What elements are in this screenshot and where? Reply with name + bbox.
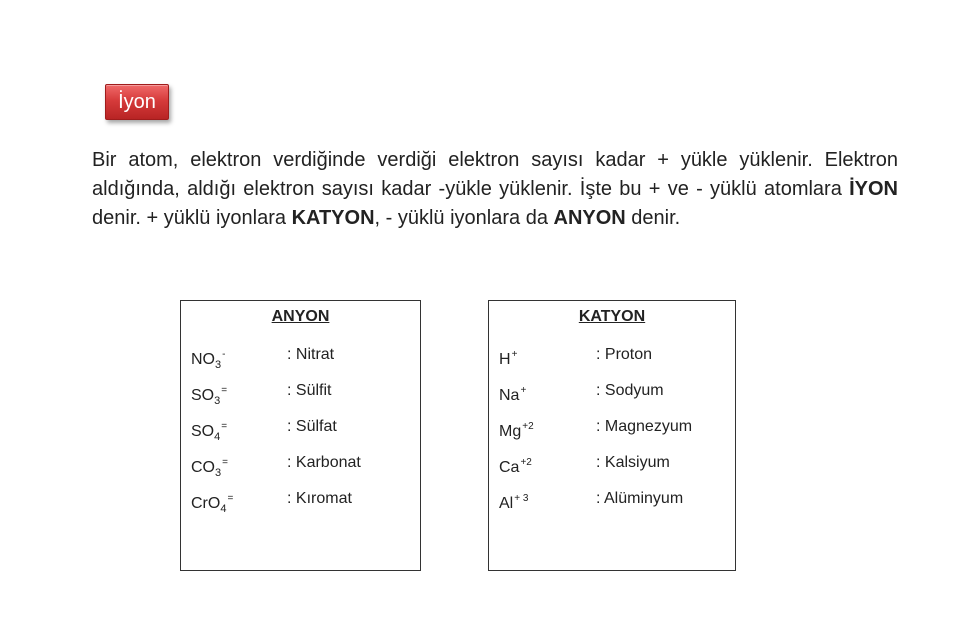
intro-text-4: denir.: [625, 207, 681, 229]
formula-base: Mg: [499, 423, 522, 440]
formula-charge: + 3: [514, 493, 529, 504]
ion-name: : Kalsiyum: [596, 454, 670, 471]
title-badge: İyon: [105, 84, 169, 120]
ion-name: : Sodyum: [596, 382, 664, 399]
ion-name: : Alüminyum: [596, 490, 684, 507]
formula-charge: +2: [522, 421, 534, 432]
anion-box-title: ANYON: [271, 308, 330, 325]
ion-formula: [499, 487, 528, 516]
formula-subscript: 3: [215, 359, 222, 371]
intro-bold-iyon: İYON: [849, 178, 898, 200]
ion-name: : Sülfat: [287, 418, 337, 435]
formula-base: Na: [499, 387, 520, 404]
ion-formula: [191, 343, 225, 377]
ion-formula: [191, 451, 228, 485]
formula-base: CrO: [191, 495, 221, 512]
formula-charge: +: [511, 349, 518, 360]
formula-charge: +: [520, 385, 527, 396]
ion-name: : Sülfit: [287, 382, 332, 399]
cation-box: [488, 300, 736, 571]
formula-subscript: 3: [214, 395, 221, 407]
ion-formula: [499, 415, 534, 444]
ion-formula: [191, 379, 227, 413]
ion-name: : Karbonat: [287, 454, 361, 471]
formula-subscript: 4: [214, 431, 221, 443]
ion-name: : Proton: [596, 346, 653, 363]
intro-paragraph: [92, 146, 898, 233]
intro-bold-katyon: KATYON: [291, 207, 375, 229]
formula-base: H: [499, 351, 511, 368]
ion-formula: [499, 379, 526, 408]
formula-charge: -: [222, 349, 226, 360]
formula-charge: =: [227, 493, 234, 504]
ion-formula: [191, 415, 227, 449]
formula-base: Ca: [499, 459, 520, 476]
intro-text-3: , - yüklü iyonlara da: [374, 207, 554, 229]
formula-base: SO: [191, 387, 215, 404]
ion-name: : Magnezyum: [596, 418, 693, 435]
formula-subscript: 3: [215, 467, 222, 479]
formula-base: Al: [499, 495, 514, 512]
ion-name: : Nitrat: [287, 346, 335, 363]
intro-text-1: Bir atom, elektron verdiğinde verdiği elektron sayısı kadar + yükle yüklenir. Elektron aldığında, aldığı elektron sayısı kadar -yükle yüklenir. İşte bu + ve - yüklü atomlara: [92, 149, 898, 200]
anion-box: [180, 300, 421, 571]
intro-bold-anyon: ANYON: [553, 207, 626, 229]
formula-base: SO: [191, 423, 215, 440]
formula-base: NO: [191, 351, 215, 368]
ion-formula: [499, 343, 517, 372]
formula-charge: +2: [520, 457, 532, 468]
ion-name: : Kıromat: [287, 490, 352, 507]
formula-charge: =: [222, 457, 228, 468]
intro-text-2: denir. + yüklü iyonlara: [92, 207, 292, 229]
ion-formula: [191, 487, 233, 521]
formula-subscript: 4: [220, 503, 227, 515]
cation-box-title: KATYON: [578, 308, 646, 325]
formula-base: CO: [191, 459, 215, 476]
formula-charge: =: [221, 385, 228, 396]
formula-charge: =: [221, 421, 228, 432]
ion-formula: [499, 451, 532, 480]
